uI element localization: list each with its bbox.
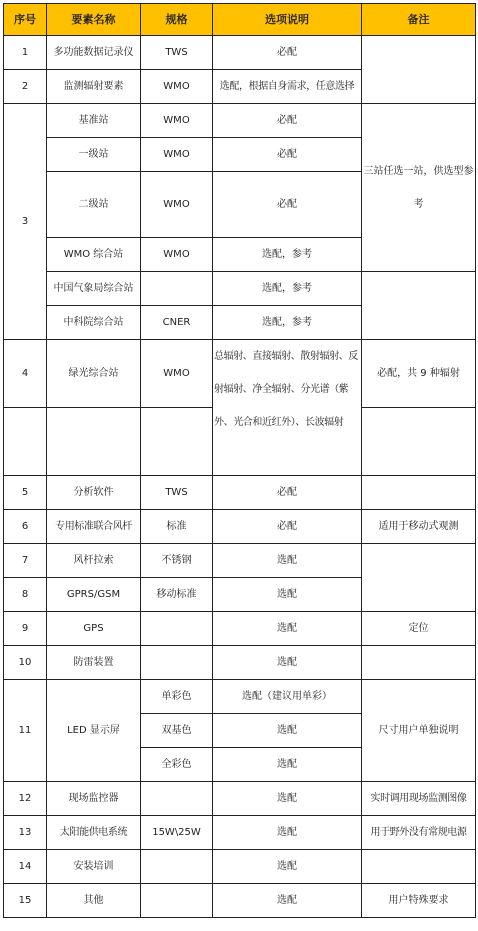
- row-remark-empty: [362, 272, 476, 340]
- table-row: [4, 680, 476, 714]
- row-no: 13: [4, 816, 47, 850]
- row-option: 选配（建议用单彩）: [213, 680, 362, 714]
- row-no: 9: [4, 612, 47, 646]
- row-no: 11: [4, 680, 47, 782]
- row-option: 必配: [213, 36, 362, 70]
- row-remark: 定位: [362, 612, 476, 646]
- row-no: 7: [4, 544, 47, 578]
- row-spec: WMO: [141, 70, 213, 104]
- table-row: [4, 476, 476, 510]
- row-no-empty: [4, 408, 47, 476]
- row-no: 1: [4, 36, 47, 70]
- row-name: 分析软件: [47, 476, 141, 510]
- row-spec: WMO: [141, 172, 213, 238]
- table-row: [4, 816, 476, 850]
- row-option: 选配: [213, 612, 362, 646]
- row-name: 绿光综合站: [47, 340, 141, 408]
- row-remark: 用于野外没有常规电源: [362, 816, 476, 850]
- row-name: 其他: [47, 884, 141, 918]
- row-option: 必配: [213, 172, 362, 238]
- row-spec: [141, 782, 213, 816]
- row-name: GPRS/GSM: [47, 578, 141, 612]
- row-option: 选配，参考: [213, 306, 362, 340]
- row-remark: [362, 36, 476, 104]
- table-row: [4, 340, 476, 408]
- row-spec: 15W\25W: [141, 816, 213, 850]
- row-remark: [362, 476, 476, 510]
- row-option: 必配: [213, 510, 362, 544]
- row-name: 多功能数据记录仪: [47, 36, 141, 70]
- row-spec: 不锈钢: [141, 544, 213, 578]
- row-option: 选配: [213, 646, 362, 680]
- row-spec: 标准: [141, 510, 213, 544]
- row-spec: [141, 850, 213, 884]
- row-option: 选配: [213, 748, 362, 782]
- row-spec: 单彩色: [141, 680, 213, 714]
- row-option: 必配: [213, 476, 362, 510]
- row-name: 太阳能供电系统: [47, 816, 141, 850]
- row-spec: [141, 884, 213, 918]
- row-remark: [362, 544, 476, 612]
- row-option: 选配: [213, 578, 362, 612]
- row-no: 12: [4, 782, 47, 816]
- row-name: 防雷装置: [47, 646, 141, 680]
- table-row: [4, 272, 476, 306]
- header-remark: 备注: [362, 4, 476, 36]
- row-name: 监测辐射要素: [47, 70, 141, 104]
- row-name: LED 显示屏: [47, 680, 141, 782]
- row-option: 选配，参考: [213, 272, 362, 306]
- row-spec: TWS: [141, 476, 213, 510]
- row-remark: 必配，共 9 种辐射: [362, 340, 476, 408]
- header-row: [4, 4, 476, 36]
- row-name: 中国气象局综合站: [47, 272, 141, 306]
- row-spec: WMO: [141, 340, 213, 408]
- row-option: 选配: [213, 544, 362, 578]
- row-option: 选配: [213, 816, 362, 850]
- row-remark: 尺寸用户单独说明: [362, 680, 476, 782]
- row-name: 中科院综合站: [47, 306, 141, 340]
- row-spec: 双基色: [141, 714, 213, 748]
- row-remark: 适用于移动式观测: [362, 510, 476, 544]
- row-option: 选配: [213, 714, 362, 748]
- row-remark: 用户特殊要求: [362, 884, 476, 918]
- row-option: 必配: [213, 104, 362, 138]
- table-row: [4, 612, 476, 646]
- row-spec: [141, 646, 213, 680]
- table-row: [4, 884, 476, 918]
- table-row: [4, 544, 476, 578]
- table-row: [4, 850, 476, 884]
- row-spec: WMO: [141, 238, 213, 272]
- row-spec: 移动标准: [141, 578, 213, 612]
- table-row: [4, 510, 476, 544]
- row-remark-empty: [362, 408, 476, 476]
- row-no: 14: [4, 850, 47, 884]
- row-name: 安装培训: [47, 850, 141, 884]
- row-no: 3: [4, 104, 47, 340]
- row-remark: 实时调用现场监测图像: [362, 782, 476, 816]
- row-spec: CNER: [141, 306, 213, 340]
- row-spec: 全彩色: [141, 748, 213, 782]
- row-option: 选配: [213, 782, 362, 816]
- row-spec: TWS: [141, 36, 213, 70]
- row-spec: [141, 272, 213, 306]
- row-no: 5: [4, 476, 47, 510]
- header-spec: 规格: [141, 4, 213, 36]
- row-name: 风杆拉索: [47, 544, 141, 578]
- header-option: 选项说明: [213, 4, 362, 36]
- row-name: GPS: [47, 612, 141, 646]
- row-no: 10: [4, 646, 47, 680]
- row-spec: WMO: [141, 138, 213, 172]
- row-name: 基准站: [47, 104, 141, 138]
- row-remark: [362, 646, 476, 680]
- row-option: 总辐射、直接辐射、散射辐射、反射辐射、净全辐射、分光谱（紫外、光合和近红外）、长波辐射: [213, 340, 362, 476]
- row-name: 专用标准联合风杆: [47, 510, 141, 544]
- row-name: WMO 综合站: [47, 238, 141, 272]
- table-row: [4, 36, 476, 70]
- row-name: 一级站: [47, 138, 141, 172]
- row-spec: WMO: [141, 104, 213, 138]
- row-option: 选配: [213, 850, 362, 884]
- config-table: [3, 3, 476, 918]
- row-remark: [362, 850, 476, 884]
- row-no: 2: [4, 70, 47, 104]
- row-spec: [141, 612, 213, 646]
- row-name: 二级站: [47, 172, 141, 238]
- row-option: 选配，参考: [213, 238, 362, 272]
- header-name: 要素名称: [47, 4, 141, 36]
- row-name: 现场监控器: [47, 782, 141, 816]
- table-row: [4, 646, 476, 680]
- row-no: 4: [4, 340, 47, 408]
- row-no: 8: [4, 578, 47, 612]
- row-no: 6: [4, 510, 47, 544]
- row-spec-empty: [141, 408, 213, 476]
- row-option: 选配，根据自身需求，任意选择: [213, 70, 362, 104]
- row-no: 15: [4, 884, 47, 918]
- row-remark: 三站任选一站，供选型参考: [362, 104, 476, 272]
- row-name-empty: [47, 408, 141, 476]
- row-option: 必配: [213, 138, 362, 172]
- header-no: 序号: [4, 4, 47, 36]
- table-row: [4, 104, 476, 138]
- table-row: [4, 782, 476, 816]
- row-option: 选配: [213, 884, 362, 918]
